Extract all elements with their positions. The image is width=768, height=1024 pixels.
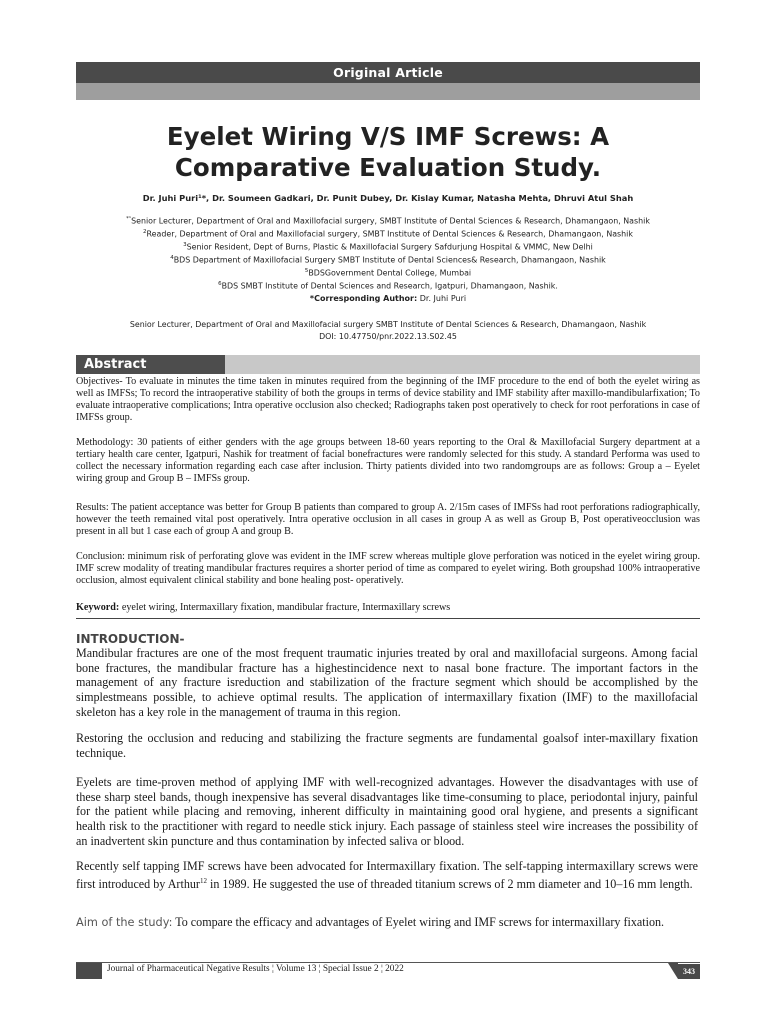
journal-citation: Journal of Pharmaceutical Negative Results ¦ Volume 13 ¦ Special Issue 2 ¦ 2022 [107,964,404,974]
corresponding-address: Senior Lecturer, Department of Oral and Maxillofacial surgery SMBT Institute of Dental Sciences & Research, Dhamangaon, Nashik [129,320,647,329]
keywords [76,602,700,613]
affiliation-line: $^4$BDS Department of Maxillofacial Surgery SMBT Institute of Dental Sciences& Research, Dhamangaon, Nashik [170,255,606,265]
author-list: Dr. Juhi Puri¹*, Dr. Soumeen Gadkari, Dr. Punit Dubey, Dr. Kislay Kumar, Natasha Mehta, Dhruvi Atul Shah [142,193,634,203]
page-number: 343 [678,964,700,979]
keyword-list: eyelet wiring, Intermaxillary fixation, mandibular fracture, Intermaxillary screws [119,602,451,613]
introduction-paragraph: Eyelets are time-proven method of applying IMF with well-recognized advantages. However the disadvantages with use of these sharp steel bands, though inexpensive has several disadvantages like time-consuming to place, periodontal injury, painful for the patient while placing and removing, inherent difficulty in maintaining good oral hygiene, and presents a significant health risk to the practitioner with regard to needle stick injury. Each passage of stainless steel wire increases the possibility of an inadvertent skin puncture and thus contamination by infected saliva or blood. [76,775,698,848]
introduction-paragraph: Restoring the occlusion and reducing and stabilizing the fracture segments are fundamental goalsof inter-maxillary fixation technique. [76,731,698,760]
aim-of-study [76,915,698,930]
keyword-divider [76,618,700,619]
abstract-header-bar [76,355,700,374]
affiliation-line: $^3$Senior Resident, Dept of Burns, Plastic & Maxillofacial Surgery Safdurjung Hospital & VMMC, New Delhi [183,242,593,252]
abstract-heading: Abstract [76,355,225,374]
abstract-methodology: Methodology: 30 patients of either genders with the age groups between 18-60 years reporting to the Oral & Maxillofacial Surgery department at a tertiary health care center, Igatpuri, Nashik for treatment of facial bonefractures were randomly selected for this study. A standard Performa was used to collect the necessary information regarding each case after inclusion. Thirty patients divided into two randomgroups are as follows: Group a – Eyelet wiring group and Group B – IMFSs group. [76,437,700,484]
citation-ref[interactable]: 12 [199,876,207,885]
abstract-objectives: Objectives- To evaluate in minutes the time taken in minutes required from the beginning of the IMF procedure to the end of both the eyelet wiring as well as IMFSs; To record the intraoperative stability of both the groups in terms of device stability and IMF stability after maxillo-mandibularfixation; To evaluate intraoperative complications; Intra operative occlusion also checked; Radiographs taken post operatively to check for root perforations in case of IMFSs group. [76,376,700,423]
introduction-paragraph: Recently self tapping IMF screws have been advocated for Intermaxillary fixation. The self-tapping intermaxillary screws were first introduced by Arthur$^{12}$ in 1989. He suggested the use of threaded titanium screws of 2 mm diameter and 10–16 mm length. [76,859,698,891]
affiliation-line: $^6$BDS SMBT Institute of Dental Sciences and Research, Igatpuri, Dhamangaon, Nashik. [218,281,558,291]
footer-accent-bar [76,963,102,979]
corresponding-name: Dr. Juhi Puri [417,294,467,303]
affiliation-line: $^{*^1}$Senior Lecturer, Department of Oral and Maxillofacial surgery, SMBT Institute of Dental Sciences & Research, Dhamangaon, Nashik [126,216,650,226]
aim-text: To compare the efficacy and advantages of Eyelet wiring and IMF screws for intermaxillary fixation. [172,915,665,929]
introduction-paragraph: Mandibular fractures are one of the most frequent traumatic injuries treated by oral and maxillofacial surgeons. Among facial bone fractures, the mandibular fracture has a highestincidence next to nasal bone fracture. The important factors in the management of any fracture isreduction and stabilization of the fracture segment which should be accomplished by the simplestmeans possible, to achieve optimal results. The application of intermaxillary fixation (IMF) to the maxillofacial skeleton has a key role in the management of trauma in this region. [76,646,698,719]
doi[interactable]: DOI: 10.47750/pnr.2022.13.S02.45 [319,331,457,341]
affiliation-line: $^5$BDSGovernment Dental College, Mumbai [304,268,472,278]
abstract-conclusion: Conclusion: minimum risk of perforating glove was evident in the IMF screw whereas multiple glove perforation was noticed in the eyelet wiring group. IMF screw modality of treating mandibular fractures requires a shorter period of time as compared to eyelet wiring. Both groupshad 100% intraoperative occlusion, almost equivalent clinical stability and bone healing post- operatively. [76,551,700,586]
page-footer [76,963,700,979]
abstract-results: Results: The patient acceptance was better for Group B patients than compared to group A. 2/15m cases of IMFSs had root perforations radiographically, however the teeth remained vital post operatively. Intra operative occlusion in all cases in group A as well as Group B, Post operativeocclusion was present in all but 1 case each of group A and group B. [76,502,700,537]
aim-label: Aim of the study: [76,916,173,929]
section-label: Original Article [333,65,443,80]
section-banner-light [76,83,700,100]
corresponding-label: *Corresponding Author: [309,294,418,303]
keyword-label: Keyword: [76,602,120,613]
affiliations [60,214,716,292]
article-title: Eyelet Wiring V/S IMF Screws: A Comparative Evaluation Study. [166,122,610,182]
section-banner-dark [76,62,700,83]
affiliation-line: $^2$Reader, Department of Oral and Maxillofacial surgery, SMBT Institute of Dental Sciences & Research, Dhamangaon, Nashik [143,229,633,239]
section-banner [76,62,700,100]
corresponding-author [76,294,700,303]
corresponding-address-block [60,319,716,342]
footer-tab-shape [668,963,678,979]
introduction-heading: INTRODUCTION- [76,632,185,646]
